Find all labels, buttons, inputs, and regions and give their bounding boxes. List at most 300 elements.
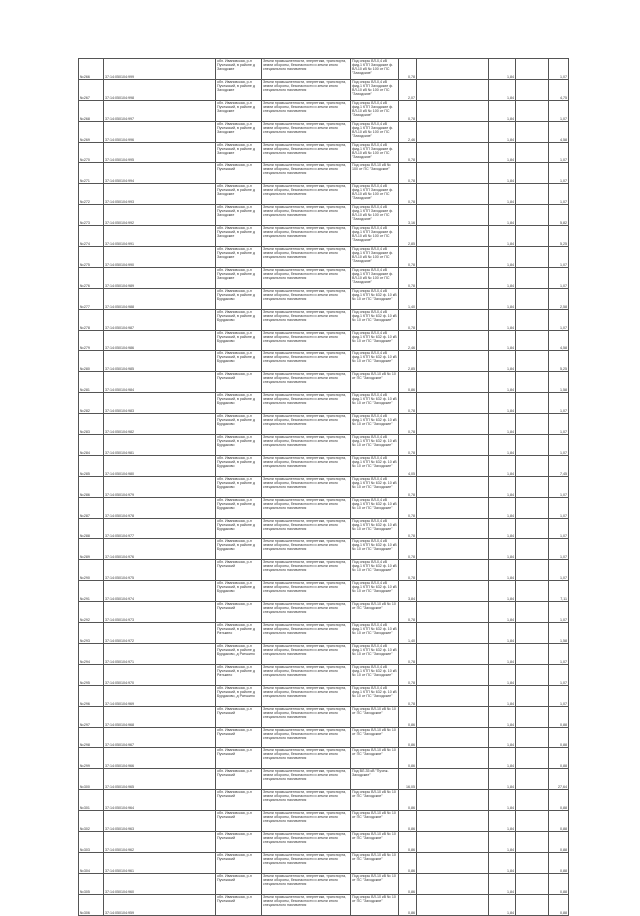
land-category: Земли промышленности, энергетики, транспорта, земли обороны, безопасности и земли иного специального назначения <box>262 518 351 539</box>
amount-value: 0,88 <box>549 748 569 769</box>
plot-area: 0,86 <box>399 727 417 748</box>
cadastral-number: 37:14:050104:997 <box>104 100 216 121</box>
empty-cell <box>516 476 549 497</box>
plot-area: 0,86 <box>399 372 417 393</box>
rate-value: 1,84 <box>489 748 516 769</box>
cadastral-number: 37:14:050104:978 <box>104 497 216 518</box>
empty-cell <box>516 372 549 393</box>
land-category: Земли промышленности, энергетики, транспорта, земли обороны, безопасности и земли иного специального назначения <box>262 435 351 456</box>
plot-address: обл. Ивановская, р-н Пучежский, в районе д Бурдаково <box>216 330 262 351</box>
plot-area: 0,78 <box>399 184 417 205</box>
empty-cell <box>417 184 489 205</box>
plot-area: 2,46 <box>399 330 417 351</box>
plot-address: обл. Ивановская, р-н Пучежский, в районе д Бурдаково <box>216 455 262 476</box>
plot-address: обл. Ивановская, р-н Пучежский, в районе д Бурдаково <box>216 539 262 560</box>
table-row <box>79 602 569 623</box>
permitted-use: Под опоры ВЛ-10 кВ № 100 от ПС "Заходские" <box>351 163 399 184</box>
plot-area: 16,05 <box>399 769 417 790</box>
row-number: №277 <box>79 288 104 309</box>
row-number: №274 <box>79 226 104 247</box>
amount-value: 5,82 <box>549 205 569 226</box>
permitted-use: Под опоры ВЛ-10 кВ № 10 от ПС "Заходские" <box>351 727 399 748</box>
empty-cell <box>417 309 489 330</box>
rate-value: 1,84 <box>489 247 516 268</box>
cadastral-number: 37:14:050104:968 <box>104 706 216 727</box>
empty-cell <box>417 811 489 832</box>
land-category: Земли промышленности, энергетики, транспорта, земли обороны, безопасности и земли иного специального назначения <box>262 288 351 309</box>
plot-area: 0,78 <box>399 309 417 330</box>
cadastral-number: 37:14:050104:993 <box>104 184 216 205</box>
table-row <box>79 393 569 414</box>
plot-address: обл. Ивановская, р-н Пучежский <box>216 163 262 184</box>
amount-value: 1,07 <box>549 435 569 456</box>
amount-value: 1,07 <box>549 518 569 539</box>
plot-area: 0,78 <box>399 393 417 414</box>
rate-value: 1,84 <box>489 121 516 142</box>
plot-address: обл. Ивановская, р-н Пучежский, в районе д Бурдаково <box>216 518 262 539</box>
table-row <box>79 267 569 288</box>
land-plots-table <box>78 58 569 916</box>
plot-area: 0,86 <box>399 894 417 915</box>
empty-cell <box>417 497 489 518</box>
land-category: Земли промышленности, энергетики, транспорта, земли обороны, безопасности и земли иного специального назначения <box>262 643 351 664</box>
amount-value: 1,07 <box>549 59 569 80</box>
plot-address: обл. Ивановская, р-н Пучежский, в районе д Ратькино <box>216 623 262 644</box>
amount-value: 4,58 <box>549 121 569 142</box>
empty-cell <box>516 790 549 811</box>
plot-address: обл. Ивановская, р-н Пучежский, в районе д Бурдаково <box>216 393 262 414</box>
table-row <box>79 142 569 163</box>
land-category: Земли промышленности, энергетики, транспорта, земли обороны, безопасности и земли иного специального назначения <box>262 685 351 706</box>
row-number: №302 <box>79 811 104 832</box>
land-category: Земли промышленности, энергетики, транспорта, земли обороны, безопасности и земли иного специального назначения <box>262 873 351 894</box>
empty-cell <box>417 748 489 769</box>
row-number: №293 <box>79 623 104 644</box>
row-number: №297 <box>79 706 104 727</box>
permitted-use: Под опоры ВЛ-0,4 кВ фид.1 КТП Заходские ф. ВЛ-10 кВ № 100 от ПС "Заходские" <box>351 226 399 247</box>
empty-cell <box>516 330 549 351</box>
plot-address: обл. Ивановская, р-н Пучежский, в районе д Бурдаково <box>216 414 262 435</box>
permitted-use: Под опоры ВЛ-0,4 кВ фид.1 КТП № 632 ф. 10 кВ № 10 от ПС "Заходские" <box>351 351 399 372</box>
row-number: №300 <box>79 769 104 790</box>
land-category: Земли промышленности, энергетики, транспорта, земли обороны, безопасности и земли иного специального назначения <box>262 602 351 623</box>
plot-area: 0,78 <box>399 643 417 664</box>
plot-area: 0,78 <box>399 476 417 497</box>
empty-cell <box>417 769 489 790</box>
land-category: Земли промышленности, энергетики, транспорта, земли обороны, безопасности и земли иного специального назначения <box>262 79 351 100</box>
cadastral-number: 37:14:050104:967 <box>104 727 216 748</box>
permitted-use: Под опоры ВЛ-10 кВ № 10 от ПС "Заходские" <box>351 706 399 727</box>
land-category: Земли промышленности, энергетики, транспорта, земли обороны, безопасности и земли иного специального назначения <box>262 247 351 268</box>
land-category: Земли промышленности, энергетики, транспорта, земли обороны, безопасности и земли иного специального назначения <box>262 581 351 602</box>
table-row <box>79 664 569 685</box>
plot-area: 0,78 <box>399 497 417 518</box>
plot-address: обл. Ивановская, р-н Пучежский <box>216 894 262 915</box>
row-number: №270 <box>79 142 104 163</box>
empty-cell <box>516 351 549 372</box>
amount-value: 0,88 <box>549 706 569 727</box>
land-category: Земли промышленности, энергетики, транспорта, земли обороны, безопасности и земли иного специального назначения <box>262 142 351 163</box>
table-row <box>79 560 569 581</box>
row-number: №280 <box>79 351 104 372</box>
empty-cell <box>417 435 489 456</box>
rate-value: 1,84 <box>489 811 516 832</box>
rate-value: 1,84 <box>489 435 516 456</box>
amount-value: 0,88 <box>549 852 569 873</box>
cadastral-number: 37:14:050104:999 <box>104 59 216 80</box>
plot-area: 0,78 <box>399 163 417 184</box>
permitted-use: Под опоры ВЛ-0,4 кВ фид.1 КТП № 632 ф. 10 кВ № 10 от ПС "Заходские" <box>351 581 399 602</box>
plot-address: обл. Ивановская, р-н Пучежский, в районе д Бурдаково, д Ратькино <box>216 643 262 664</box>
plot-area: 0,78 <box>399 267 417 288</box>
rate-value: 1,84 <box>489 100 516 121</box>
empty-cell <box>516 518 549 539</box>
plot-area: 0,86 <box>399 706 417 727</box>
table-row <box>79 643 569 664</box>
empty-cell <box>516 748 549 769</box>
empty-cell <box>516 163 549 184</box>
land-category: Земли промышленности, энергетики, транспорта, земли обороны, безопасности и земли иного специального назначения <box>262 59 351 80</box>
amount-value: 5,25 <box>549 226 569 247</box>
table-row <box>79 852 569 873</box>
amount-value: 1,07 <box>549 476 569 497</box>
plot-address: обл. Ивановская, р-н Пучежский <box>216 706 262 727</box>
amount-value: 1,07 <box>549 414 569 435</box>
empty-cell <box>417 351 489 372</box>
empty-cell <box>516 873 549 894</box>
cadastral-number: 37:14:050104:998 <box>104 79 216 100</box>
plot-address: обл. Ивановская, р-н Пучежский, в районе д Бурдаково <box>216 435 262 456</box>
plot-area: 3,16 <box>399 205 417 226</box>
rate-value: 1,84 <box>489 643 516 664</box>
empty-cell <box>516 560 549 581</box>
table-row <box>79 790 569 811</box>
empty-cell <box>417 643 489 664</box>
cadastral-number: 37:14:050104:975 <box>104 560 216 581</box>
permitted-use: Под опоры ВЛ-10 кВ № 10 от ПС "Заходские" <box>351 602 399 623</box>
empty-cell <box>417 852 489 873</box>
land-category: Земли промышленности, энергетики, транспорта, земли обороны, безопасности и земли иного специального назначения <box>262 811 351 832</box>
land-category: Земли промышленности, энергетики, транспорта, земли обороны, безопасности и земли иного специального назначения <box>262 226 351 247</box>
rate-value: 1,84 <box>489 727 516 748</box>
land-category: Земли промышленности, энергетики, транспорта, земли обороны, безопасности и земли иного специального назначения <box>262 894 351 915</box>
cadastral-number: 37:14:050104:996 <box>104 121 216 142</box>
table-row <box>79 247 569 268</box>
empty-cell <box>516 142 549 163</box>
table-row <box>79 685 569 706</box>
plot-address: обл. Ивановская, р-н Пучежский, в районе д Заходские <box>216 142 262 163</box>
rate-value: 1,84 <box>489 852 516 873</box>
empty-cell <box>417 831 489 852</box>
empty-cell <box>417 623 489 644</box>
row-number: №282 <box>79 393 104 414</box>
land-category: Земли промышленности, энергетики, транспорта, земли обороны, безопасности и земли иного специального назначения <box>262 852 351 873</box>
permitted-use: Под опоры ВЛ-0,4 кВ фид.1 КТП № 632 ф. 10 кВ № 10 от ПС "Заходские" <box>351 288 399 309</box>
empty-cell <box>516 706 549 727</box>
row-number: №286 <box>79 476 104 497</box>
plot-area: 0,78 <box>399 414 417 435</box>
rate-value: 1,84 <box>489 59 516 80</box>
rate-value: 1,84 <box>489 790 516 811</box>
permitted-use: Под опоры ВЛ-0,4 кВ фид.1 КТП Заходские ф. ВЛ-10 кВ № 100 от ПС "Заходские" <box>351 59 399 80</box>
empty-cell <box>417 330 489 351</box>
cadastral-number: 37:14:050104:992 <box>104 205 216 226</box>
rate-value: 1,84 <box>489 163 516 184</box>
amount-value: 4,75 <box>549 79 569 100</box>
row-number: №269 <box>79 121 104 142</box>
land-category: Земли промышленности, энергетики, транспорта, земли обороны, безопасности и земли иного специального назначения <box>262 372 351 393</box>
rate-value: 1,84 <box>489 79 516 100</box>
permitted-use: Под опоры ВЛ-0,4 кВ фид.1 КТП № 632 ф. 10 кВ № 10 от ПС "Заходские" <box>351 309 399 330</box>
amount-value: 0,88 <box>549 894 569 915</box>
table-row <box>79 811 569 832</box>
plot-address: обл. Ивановская, р-н Пучежский <box>216 748 262 769</box>
table-row <box>79 831 569 852</box>
empty-cell <box>417 393 489 414</box>
permitted-use: Под опоры ВЛ-0,4 кВ фид.1 КТП № 632 ф. 10 кВ № 10 от ПС "Заходские" <box>351 518 399 539</box>
row-number: №271 <box>79 163 104 184</box>
plot-address: обл. Ивановская, р-н Пучежский <box>216 727 262 748</box>
amount-value: 27,64 <box>549 769 569 790</box>
land-category: Земли промышленности, энергетики, транспорта, земли обороны, безопасности и земли иного специального назначения <box>262 455 351 476</box>
permitted-use: Под опоры ВЛ-0,4 кВ фид.1 КТП № 632 ф. 10 кВ № 10 от ПС "Заходские" <box>351 330 399 351</box>
plot-area: 4,05 <box>399 455 417 476</box>
plot-area: 0,86 <box>399 873 417 894</box>
row-number: №266 <box>79 59 104 80</box>
cadastral-number: 37:14:050104:987 <box>104 309 216 330</box>
cadastral-number: 37:14:050104:984 <box>104 372 216 393</box>
rate-value: 1,84 <box>489 873 516 894</box>
amount-value: 1,07 <box>549 664 569 685</box>
empty-cell <box>417 455 489 476</box>
empty-cell <box>417 163 489 184</box>
land-category: Земли промышленности, энергетики, транспорта, земли обороны, безопасности и земли иного специального назначения <box>262 706 351 727</box>
permitted-use: Под опоры ВЛ-0,4 кВ фид.1 КТП № 632 ф. 10 кВ № 10 от ПС "Заходские" <box>351 497 399 518</box>
row-number: №272 <box>79 184 104 205</box>
cadastral-number: 37:14:050104:977 <box>104 518 216 539</box>
permitted-use: Под опоры ВЛ-10 кВ № 10 от ПС "Заходские" <box>351 748 399 769</box>
land-category: Земли промышленности, энергетики, транспорта, земли обороны, безопасности и земли иного специального назначения <box>262 727 351 748</box>
rate-value: 1,84 <box>489 309 516 330</box>
empty-cell <box>417 790 489 811</box>
rate-value: 1,84 <box>489 267 516 288</box>
permitted-use: Под опоры ВЛ-0,4 кВ фид.1 КТП № 632 ф. 10 кВ № 10 от ПС "Заходские" <box>351 685 399 706</box>
rate-value: 1,84 <box>489 664 516 685</box>
plot-area: 0,86 <box>399 748 417 769</box>
cadastral-number: 37:14:050104:969 <box>104 685 216 706</box>
empty-cell <box>417 727 489 748</box>
empty-cell <box>516 643 549 664</box>
rate-value: 1,84 <box>489 560 516 581</box>
permitted-use: Под опоры ВЛ-0,4 кВ фид.1 КТП № 632 ф. 10 кВ № 10 от ПС "Заходские" <box>351 435 399 456</box>
plot-address: обл. Ивановская, р-н Пучежский, в районе д Заходские <box>216 184 262 205</box>
empty-cell <box>516 414 549 435</box>
empty-cell <box>516 184 549 205</box>
rate-value: 1,84 <box>489 372 516 393</box>
plot-address: обл. Ивановская, р-н Пучежский <box>216 790 262 811</box>
permitted-use: Под опоры ВЛ-10 кВ № 10 от ПС "Заходские" <box>351 894 399 915</box>
row-number: №301 <box>79 790 104 811</box>
rate-value: 1,84 <box>489 831 516 852</box>
empty-cell <box>417 288 489 309</box>
amount-value: 1,07 <box>549 309 569 330</box>
plot-area: 0,78 <box>399 539 417 560</box>
cadastral-number: 37:14:050104:973 <box>104 602 216 623</box>
cadastral-number: 37:14:050104:988 <box>104 288 216 309</box>
amount-value: 1,07 <box>549 142 569 163</box>
cadastral-number: 37:14:050104:959 <box>104 894 216 915</box>
land-category: Земли промышленности, энергетики, транспорта, земли обороны, безопасности и земли иного специального назначения <box>262 769 351 790</box>
permitted-use: Под опоры ВЛ-0,4 кВ фид.1 КТП № 632 ф. 10 кВ № 10 от ПС "Заходские" <box>351 643 399 664</box>
permitted-use: Под опоры ВЛ-0,4 кВ фид.1 КТП Заходские ф. ВЛ-10 кВ № 100 от ПС "Заходские" <box>351 267 399 288</box>
plot-area: 0,86 <box>399 811 417 832</box>
empty-cell <box>417 100 489 121</box>
row-number: №283 <box>79 414 104 435</box>
plot-address: обл. Ивановская, р-н Пучежский <box>216 873 262 894</box>
empty-cell <box>417 476 489 497</box>
land-category: Земли промышленности, энергетики, транспорта, земли обороны, безопасности и земли иного специального назначения <box>262 748 351 769</box>
cadastral-number: 37:14:050104:990 <box>104 247 216 268</box>
rate-value: 1,84 <box>489 351 516 372</box>
empty-cell <box>516 309 549 330</box>
empty-cell <box>417 205 489 226</box>
permitted-use: Под ВЛ-35 кВ "Пучеж-Заходские" <box>351 769 399 790</box>
empty-cell <box>417 560 489 581</box>
permitted-use: Под опоры ВЛ-10 кВ № 10 от ПС "Заходские" <box>351 831 399 852</box>
land-category: Земли промышленности, энергетики, транспорта, земли обороны, безопасности и земли иного специального назначения <box>262 205 351 226</box>
cadastral-number: 37:14:050104:995 <box>104 142 216 163</box>
empty-cell <box>417 267 489 288</box>
land-category: Земли промышленности, энергетики, транспорта, земли обороны, безопасности и земли иного специального назначения <box>262 664 351 685</box>
empty-cell <box>417 602 489 623</box>
row-number: №284 <box>79 435 104 456</box>
empty-cell <box>417 247 489 268</box>
row-number: №298 <box>79 727 104 748</box>
rate-value: 1,84 <box>489 685 516 706</box>
plot-area: 0,78 <box>399 560 417 581</box>
row-number: №278 <box>79 309 104 330</box>
plot-address: обл. Ивановская, р-н Пучежский, в районе д Заходские <box>216 205 262 226</box>
empty-cell <box>516 455 549 476</box>
empty-cell <box>516 539 549 560</box>
row-number: №289 <box>79 539 104 560</box>
plot-area: 0,78 <box>399 518 417 539</box>
plot-address: обл. Ивановская, р-н Пучежский, в районе д Заходские <box>216 247 262 268</box>
cadastral-number: 37:14:050104:974 <box>104 581 216 602</box>
plot-area: 0,86 <box>399 790 417 811</box>
empty-cell <box>516 288 549 309</box>
empty-cell <box>516 602 549 623</box>
amount-value: 7,45 <box>549 455 569 476</box>
land-category: Земли промышленности, энергетики, транспорта, земли обороны, безопасности и земли иного специального назначения <box>262 623 351 644</box>
empty-cell <box>417 581 489 602</box>
amount-value: 1,07 <box>549 643 569 664</box>
land-category: Земли промышленности, энергетики, транспорта, земли обороны, безопасности и земли иного специального назначения <box>262 560 351 581</box>
row-number: №285 <box>79 455 104 476</box>
plot-area: 3,84 <box>399 581 417 602</box>
empty-cell <box>516 581 549 602</box>
cadastral-number: 37:14:050104:991 <box>104 226 216 247</box>
row-number: №276 <box>79 267 104 288</box>
row-number: №291 <box>79 581 104 602</box>
empty-cell <box>516 623 549 644</box>
rate-value: 1,84 <box>489 581 516 602</box>
empty-cell <box>516 393 549 414</box>
table-row <box>79 476 569 497</box>
empty-cell <box>417 873 489 894</box>
plot-area: 0,78 <box>399 59 417 80</box>
cadastral-number: 37:14:050104:960 <box>104 873 216 894</box>
rate-value: 1,84 <box>489 769 516 790</box>
plot-area: 0,78 <box>399 100 417 121</box>
empty-cell <box>516 59 549 80</box>
cadastral-number: 37:14:050104:965 <box>104 769 216 790</box>
table-row <box>79 873 569 894</box>
empty-cell <box>516 831 549 852</box>
rate-value: 1,84 <box>489 539 516 560</box>
permitted-use: Под опоры ВЛ-0,4 кВ фид.1 КТП Заходские ф. ВЛ-10 кВ № 100 от ПС "Заходские" <box>351 184 399 205</box>
empty-cell <box>516 811 549 832</box>
plot-address: обл. Ивановская, р-н Пучежский, в районе д Заходские <box>216 59 262 80</box>
cadastral-number: 37:14:050104:966 <box>104 748 216 769</box>
amount-value: 1,07 <box>549 184 569 205</box>
rate-value: 1,84 <box>489 623 516 644</box>
land-category: Земли промышленности, энергетики, транспорта, земли обороны, безопасности и земли иного специального назначения <box>262 100 351 121</box>
plot-address: обл. Ивановская, р-н Пучежский, в районе д Бурдаково <box>216 476 262 497</box>
plot-area: 0,78 <box>399 602 417 623</box>
rate-value: 1,84 <box>489 894 516 915</box>
permitted-use: Под опоры ВЛ-0,4 кВ фид.1 КТП Заходские ф. ВЛ-10 кВ № 100 от ПС "Заходские" <box>351 79 399 100</box>
empty-cell <box>516 852 549 873</box>
permitted-use: Под опоры ВЛ-0,4 кВ фид.1 КТП № 632 ф. 10 кВ № 10 от ПС "Заходские" <box>351 476 399 497</box>
table-row <box>79 59 569 80</box>
plot-address: обл. Ивановская, р-н Пучежский, в районе д Бурдаково <box>216 351 262 372</box>
amount-value: 4,58 <box>549 330 569 351</box>
table-row <box>79 623 569 644</box>
amount-value: 5,25 <box>549 351 569 372</box>
cadastral-number: 37:14:050104:986 <box>104 330 216 351</box>
land-category: Земли промышленности, энергетики, транспорта, земли обороны, безопасности и земли иного специального назначения <box>262 351 351 372</box>
plot-address: обл. Ивановская, р-н Пучежский <box>216 769 262 790</box>
cadastral-number: 37:14:050104:980 <box>104 455 216 476</box>
empty-cell <box>516 79 549 100</box>
empty-cell <box>417 79 489 100</box>
permitted-use: Под опоры ВЛ-0,4 кВ фид.1 КТП № 632 ф. 10 кВ № 10 от ПС "Заходские" <box>351 455 399 476</box>
amount-value: 0,88 <box>549 811 569 832</box>
table-row <box>79 706 569 727</box>
cadastral-number: 37:14:050104:963 <box>104 811 216 832</box>
amount-value: 1,07 <box>549 539 569 560</box>
amount-value: 1,07 <box>549 267 569 288</box>
row-number: №267 <box>79 79 104 100</box>
empty-cell <box>516 664 549 685</box>
empty-cell <box>417 372 489 393</box>
plot-address: обл. Ивановская, р-н Пучежский, в районе д Заходские <box>216 79 262 100</box>
amount-value: 1,58 <box>549 372 569 393</box>
empty-cell <box>417 664 489 685</box>
permitted-use: Под опоры ВЛ-0,4 кВ фид.1 КТП № 632 ф. 10 кВ № 10 от ПС "Заходские" <box>351 623 399 644</box>
amount-value: 0,88 <box>549 873 569 894</box>
cadastral-number: 37:14:050104:981 <box>104 435 216 456</box>
plot-address: обл. Ивановская, р-н Пучежский, в районе д Заходские <box>216 226 262 247</box>
land-category: Земли промышленности, энергетики, транспорта, земли обороны, безопасности и земли иного специального назначения <box>262 831 351 852</box>
row-number: №304 <box>79 852 104 873</box>
cadastral-number: 37:14:050104:976 <box>104 539 216 560</box>
row-number: №295 <box>79 664 104 685</box>
plot-address: обл. Ивановская, р-н Пучежский, в районе д Заходские <box>216 267 262 288</box>
plot-address: обл. Ивановская, р-н Пучежский, в районе д Ратькино <box>216 664 262 685</box>
rate-value: 1,84 <box>489 518 516 539</box>
